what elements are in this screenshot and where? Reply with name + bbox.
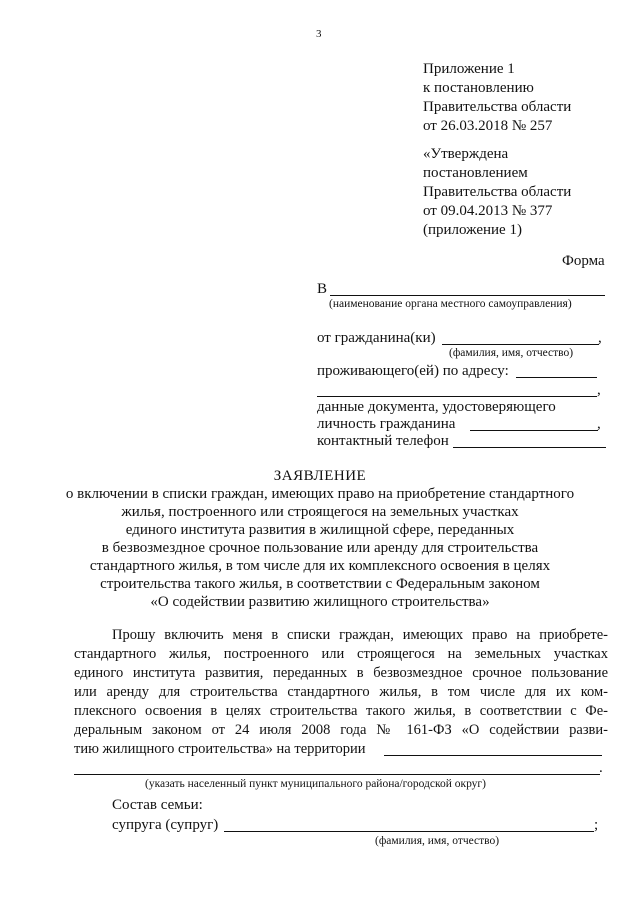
approved-line-2: постановлением: [423, 165, 528, 181]
id-label-1: данные документа, удостоверяющего: [317, 399, 556, 415]
subtitle-line: жилья, построенного или строящегося на земельных участках: [121, 504, 519, 520]
id-field-line[interactable]: [470, 430, 598, 431]
body-line: единого института развития, переданных в безвозмездное срочное пользование: [74, 665, 608, 681]
to-hint: (наименование органа местного самоуправления): [329, 298, 572, 310]
address-label: проживающего(ей) по адресу:: [317, 363, 509, 379]
approved-line-1: «Утверждена: [423, 146, 509, 162]
id-comma: ,: [597, 416, 601, 432]
approved-line-3: Правительства области: [423, 184, 572, 200]
from-comma: ,: [598, 330, 602, 346]
appendix-line-4: от 26.03.2018 № 257: [423, 118, 553, 134]
from-label: от гражданина(ки): [317, 330, 436, 346]
spouse-semicolon: ;: [594, 817, 599, 833]
body-line: тию жилищного строительства» на территории: [74, 741, 366, 757]
approved-line-5: (приложение 1): [423, 222, 522, 238]
spouse-hint: (фамилия, имя, отчество): [375, 835, 500, 847]
body-line: Прошу включить меня в списки граждан, имеющих право на приобрете-: [112, 627, 608, 643]
subtitle-line: «О содействии развитию жилищного строительства»: [150, 594, 490, 610]
body-line: или аренду для строительства стандартного жилья, в том числе для их ком-: [74, 684, 608, 700]
from-field-line[interactable]: [442, 344, 599, 345]
body-line: деральным законом от 24 июля 2008 года № 161-ФЗ «О содействии разви-: [74, 722, 608, 738]
document-title: ЗАЯВЛЕНИЕ: [273, 468, 367, 484]
address-field-line-2[interactable]: [317, 396, 597, 397]
address-comma: ,: [597, 382, 601, 398]
body-line: плексного освоения в целях строительства такого жилья, в соответствии с Фе-: [74, 703, 608, 719]
spouse-label: супруга (супруг): [112, 817, 219, 833]
subtitle-line: строительства такого жилья, в соответствии с Федеральным законом: [100, 576, 540, 592]
phone-field-line[interactable]: [453, 447, 606, 448]
approved-line-4: от 09.04.2013 № 377: [423, 203, 553, 219]
subtitle-line: в безвозмездное срочное пользование или аренду для строительства: [101, 540, 539, 556]
locality-field-line[interactable]: [74, 774, 600, 775]
phone-label: контактный телефон: [317, 433, 449, 449]
subtitle-line: стандартного жилья, в том числе для их комплексного освоения в целях: [89, 558, 551, 574]
spouse-field-line[interactable]: [224, 831, 594, 832]
subtitle-line: единого института развития в жилищной сфере, переданных: [125, 522, 515, 538]
territory-field-line[interactable]: [384, 755, 602, 756]
body-line: стандартного жилья, построенного или строящегося на земельных участках: [74, 646, 608, 662]
address-field-line-1[interactable]: [516, 377, 597, 378]
appendix-line-1: Приложение 1: [423, 61, 515, 77]
to-field-line[interactable]: [330, 295, 605, 296]
locality-period: .: [599, 760, 603, 776]
page-number: 3: [316, 28, 322, 40]
appendix-line-2: к постановлению: [423, 80, 534, 96]
subtitle-line: о включении в списки граждан, имеющих право на приобретение стандартного: [65, 486, 575, 502]
from-hint: (фамилия, имя, отчество): [449, 347, 574, 359]
to-prefix: В: [317, 281, 328, 297]
form-label: Форма: [562, 253, 605, 269]
id-label-2: личность гражданина: [317, 416, 456, 432]
appendix-line-3: Правительства области: [423, 99, 572, 115]
family-heading: Состав семьи:: [112, 797, 203, 813]
locality-hint: (указать населенный пункт муниципального района/городской округ): [145, 778, 486, 790]
